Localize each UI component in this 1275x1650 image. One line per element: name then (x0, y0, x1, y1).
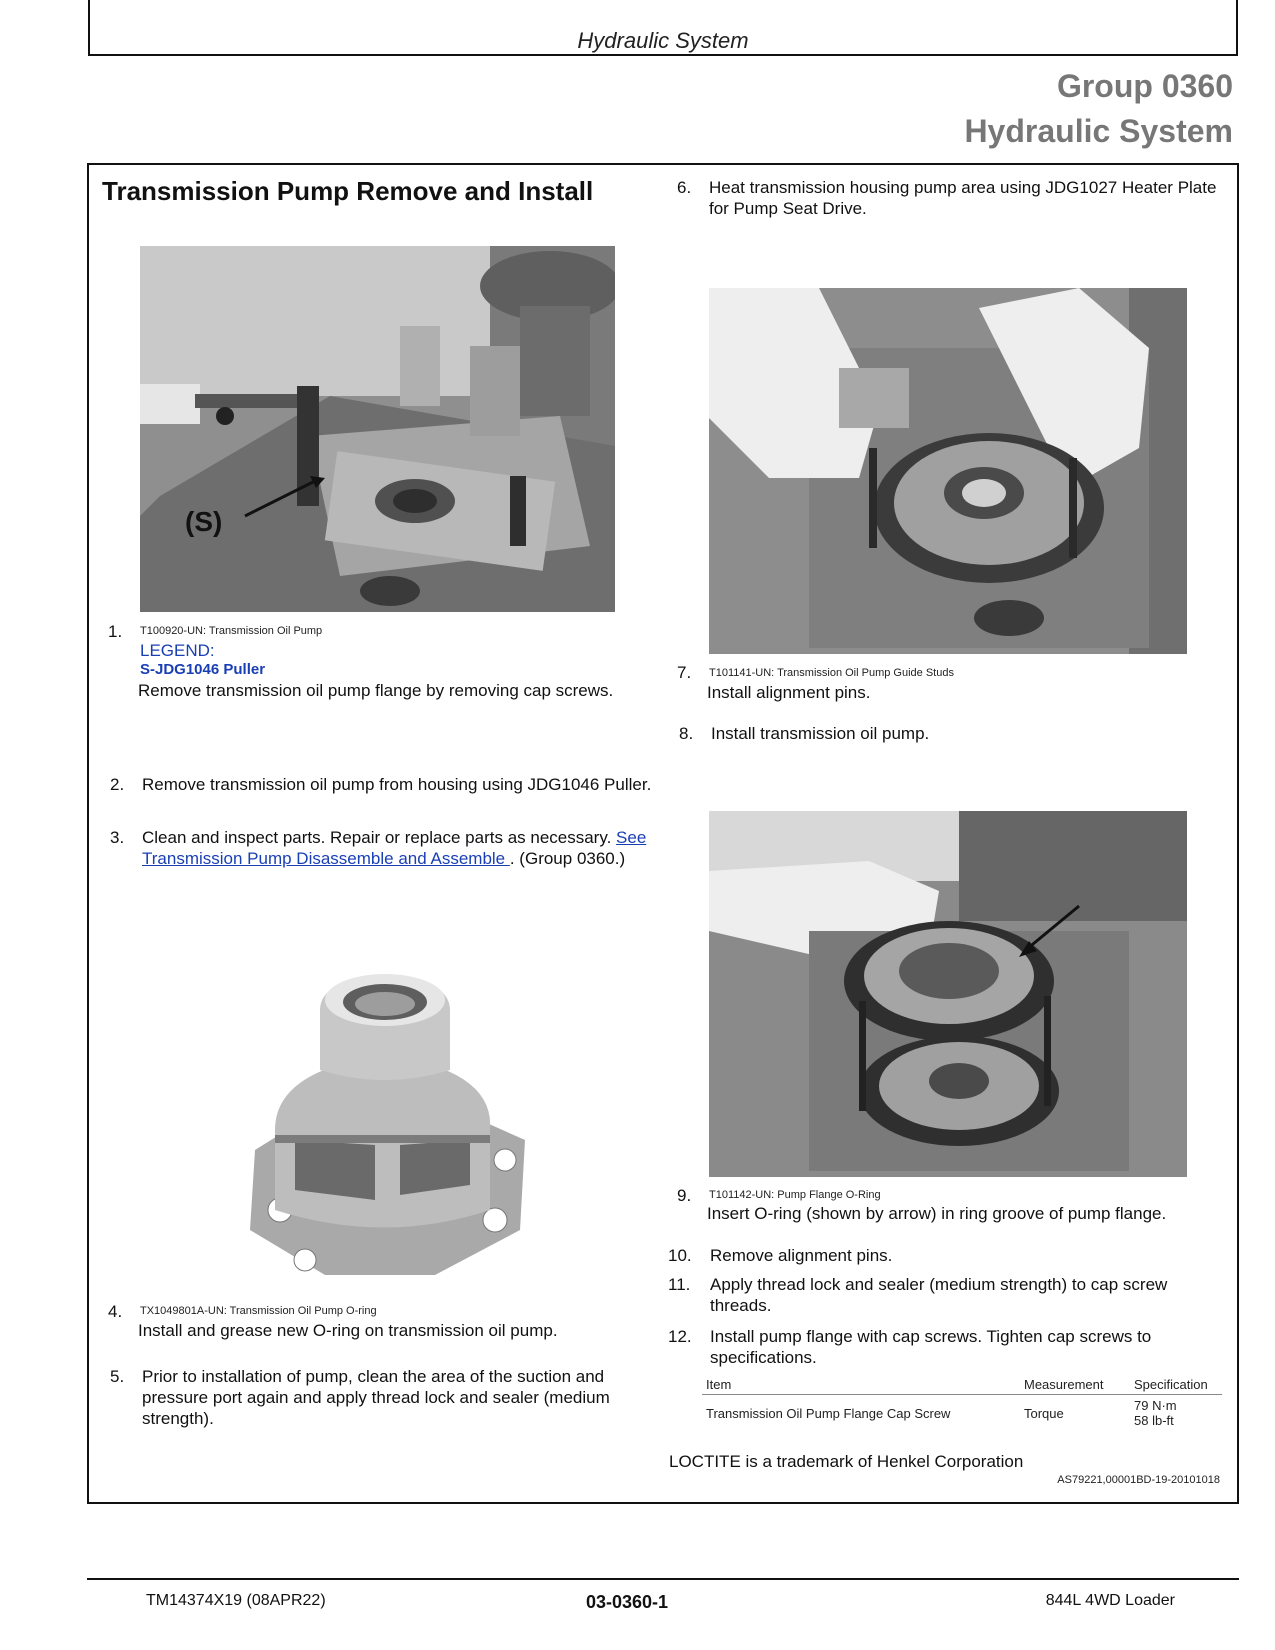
photo-pump-flange-o-ring (709, 811, 1187, 1177)
step-1-text: Remove transmission oil pump flange by removing cap screws. (138, 681, 614, 700)
spec-col-measurement: Measurement (1020, 1375, 1130, 1395)
step-10-number: 10. (668, 1246, 692, 1265)
step-9-number: 9. (677, 1186, 692, 1205)
step-7-number: 7. (677, 663, 692, 682)
puller-callout-label: (S) (185, 506, 223, 537)
running-header: Hydraulic System (577, 28, 749, 53)
step-9-text: Insert O-ring (shown by arrow) in ring groove of pump flange. (707, 1204, 1167, 1223)
step-3-text-b: . (Group 0360.) (509, 849, 626, 868)
step-8-number: 8. (679, 724, 694, 743)
step-11-number: 11. (668, 1275, 691, 1294)
step-9-caption: T101142-UN: Pump Flange O-Ring (709, 1189, 881, 1201)
spec-col-specification: Specification (1130, 1375, 1222, 1395)
step-5-number: 5. (110, 1367, 125, 1386)
spec-table (702, 1375, 1222, 1431)
step-2-text: Remove transmission oil pump from housing using JDG1046 Puller. (142, 775, 652, 794)
footer-model: 844L 4WD Loader (1045, 1592, 1175, 1609)
step-7-caption: T101141-UN: Transmission Oil Pump Guide Studs (709, 667, 954, 679)
document-id: AS79221,00001BD-19-20101018 (1057, 1474, 1220, 1486)
step-12-text: Install pump flange with cap screws. Tighten cap screws to specifications. (710, 1327, 1152, 1367)
table-row (702, 1395, 1222, 1432)
legend-item: S-JDG1046 Puller (140, 661, 266, 678)
photo-guide-studs (709, 288, 1187, 654)
step-4-caption: TX1049801A-UN: Transmission Oil Pump O-ring (140, 1305, 377, 1317)
step-3-number: 3. (110, 828, 125, 847)
photo-pump-o-ring (235, 970, 535, 1285)
group-name: Hydraulic System (964, 113, 1233, 149)
spec-table-header-row (702, 1375, 1222, 1395)
step-4-text: Install and grease new O-ring on transmission oil pump. (138, 1321, 558, 1340)
trademark-note: LOCTITE is a trademark of Henkel Corporation (669, 1452, 1024, 1471)
step-3-text (142, 827, 652, 869)
step-8-text: Install transmission oil pump. (711, 724, 930, 743)
spec-measurement-cell: Torque (1024, 1405, 1064, 1421)
step-12-number: 12. (668, 1327, 692, 1346)
step-1-caption: T100920-UN: Transmission Oil Pump (140, 625, 323, 637)
step-2-number: 2. (110, 775, 125, 794)
step-4-number: 4. (108, 1302, 123, 1321)
spec-imperial: 58 lb-ft (1134, 1413, 1174, 1428)
step-11-text: Apply thread lock and sealer (medium strength) to cap screw threads. (710, 1275, 1168, 1315)
spec-value-cell (1130, 1395, 1222, 1432)
legend-heading: LEGEND: (140, 641, 215, 660)
see-disassemble-assemble-link[interactable]: See Transmission Pump Disassemble and Assemble (142, 828, 647, 868)
step-3-text-a: Clean and inspect parts. Repair or replace parts as necessary. (142, 828, 612, 847)
footer-page-number: 03-0360-1 (586, 1592, 669, 1612)
step-1-number: 1. (108, 622, 123, 641)
group-number: Group 0360 (1056, 68, 1233, 104)
step-10-text: Remove alignment pins. (710, 1246, 893, 1265)
step-6-number: 6. (677, 178, 692, 197)
footer-rule (87, 1578, 1239, 1580)
step-6-text: Heat transmission housing pump area using JDG1027 Heater Plate for Pump Seat Drive. (709, 178, 1217, 218)
footer-manual-id: TM14374X19 (08APR22) (146, 1592, 326, 1609)
spec-item-cell: Transmission Oil Pump Flange Cap Screw (706, 1405, 951, 1421)
step-5-text: Prior to installation of pump, clean the area of the suction and pressure port again and apply thread lock and sealer (medium strength). (142, 1367, 610, 1428)
spec-metric: 79 N·m (1134, 1398, 1177, 1413)
section-title: Transmission Pump Remove and Install (102, 176, 594, 206)
spec-col-item: Item (702, 1375, 1020, 1395)
photo-transmission-oil-pump (140, 246, 615, 612)
step-7-text: Install alignment pins. (707, 683, 871, 702)
